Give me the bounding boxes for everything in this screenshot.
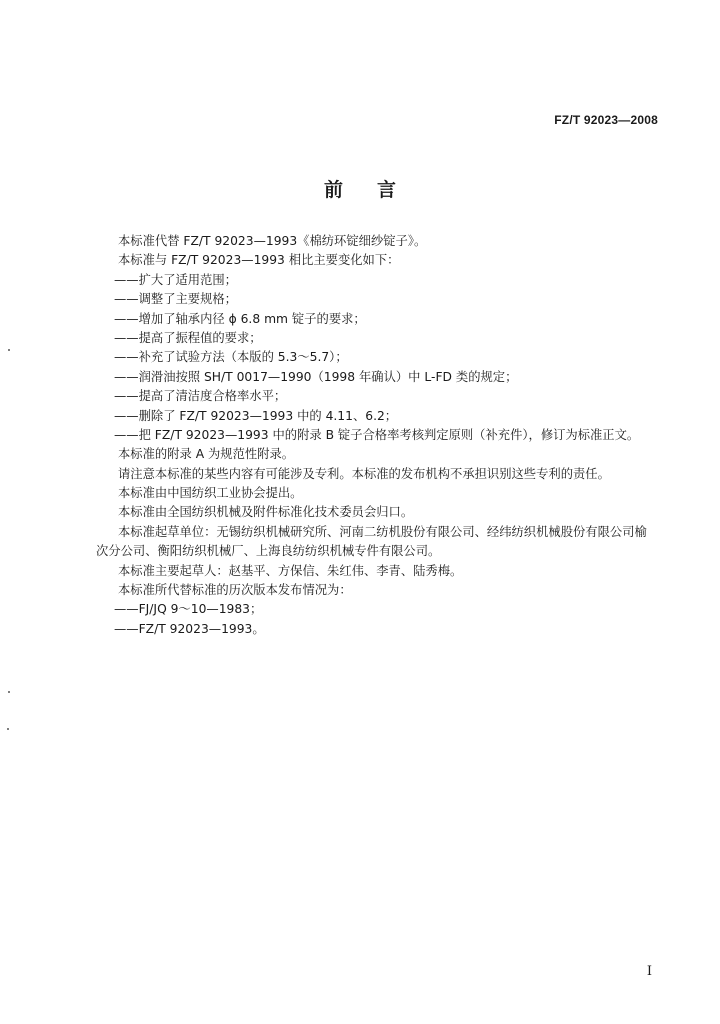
- change-item: ——润滑油按照 SH/T 0017—1990（1998 年确认）中 L-FD 类的规定；: [114, 369, 518, 384]
- paragraph-line: 本标准所代替标准的历次版本发布情况为：: [118, 583, 352, 598]
- change-item: ——扩大了适用范围；: [114, 272, 237, 287]
- change-item: ——提高了振程值的要求；: [114, 330, 262, 345]
- change-item: ——调整了主要规格；: [114, 292, 237, 307]
- page-title: [0, 175, 720, 202]
- patent-notice: 请注意本标准的某些内容有可能涉及专利。本标准的发布机构不承担识别这些专利的责任。: [118, 466, 610, 481]
- change-item: ——删除了 FZ/T 92023—1993 中的 4.11、6.2；: [114, 408, 398, 423]
- scan-speck: [8, 691, 10, 693]
- change-item: ——增加了轴承内径 ϕ 6.8 mm 锭子的要求；: [114, 311, 366, 326]
- change-item: ——把 FZ/T 92023—1993 中的附录 B 锭子合格率考核判定原则（补充件），修订为标准正文。: [114, 427, 640, 442]
- scan-speck: [8, 349, 10, 351]
- drafting-units-line-1: 本标准起草单位：无锡纺织机械研究所、河南二纺机股份有限公司、经纬纺织机械股份有限公司榆: [118, 524, 647, 539]
- scan-speck: [7, 728, 9, 730]
- history-item: ——FJ/JQ 9～10—1983；: [114, 602, 263, 617]
- paragraph-line: 本标准代替 FZ/T 92023—1993《棉纺环锭细纱锭子》。: [118, 234, 427, 248]
- paragraph-line: 本标准由全国纺织机械及附件标准化技术委员会归口。: [118, 505, 414, 520]
- drafters-line: 本标准主要起草人：赵基平、方保信、朱红伟、李青、陆秀梅。: [118, 563, 463, 578]
- title-char-2: 言: [377, 179, 397, 201]
- standard-code: FZ/T 92023—2008: [554, 113, 658, 127]
- history-item: ——FZ/T 92023—1993。: [114, 621, 265, 636]
- foreword-body: [96, 232, 663, 639]
- paragraph-line: 本标准由中国纺织工业协会提出。: [118, 486, 303, 501]
- drafting-units-line-2: 次分公司、衡阳纺织机械厂、上海良纺纺织机械专件有限公司。: [96, 544, 441, 559]
- change-item: ——提高了清洁度合格率水平；: [114, 389, 287, 404]
- change-item: ——补充了试验方法（本版的 5.3～5.7）；: [114, 350, 348, 365]
- page-number: I: [646, 964, 652, 979]
- title-char-1: 前: [323, 179, 343, 201]
- paragraph-line: 本标准与 FZ/T 92023—1993 相比主要变化如下：: [118, 253, 400, 268]
- paragraph-line: 本标准的附录 A 为规范性附录。: [118, 447, 295, 462]
